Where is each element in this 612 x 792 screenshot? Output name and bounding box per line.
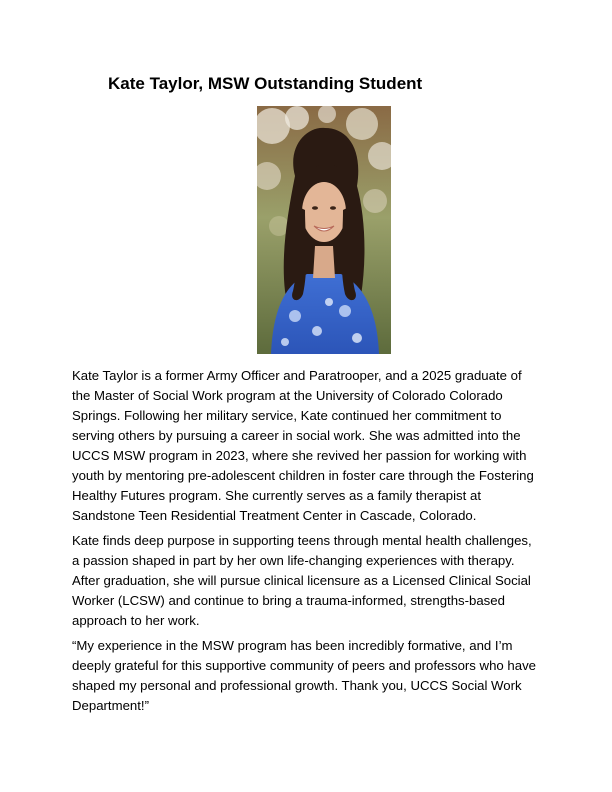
paragraph-biography: Kate Taylor is a former Army Officer and Paratrooper, and a 2025 graduate of the Master of Social Work program at the University of Colorado Colorado Springs. Following her military service, Kate continued her commitment to serving others by pursuing a career in social work. She was admitted into the UCCS MSW program in 2023, where she revived her passion for working with youth by mentoring pre-adolescent children in foster care through the Fostering Healthy Futures program. She currently serves as a family therapist at Sandstone Teen Residential Treatment Center in Cascade, Colorado. — [72, 368, 534, 523]
body-text — [72, 366, 542, 721]
portrait-photo — [257, 106, 391, 354]
paragraph-quote: “My experience in the MSW program has been incredibly formative, and I’m deeply grateful for this supportive community of peers and professors who have shaped my personal and professional growth. Thank you, UCCS Social Work Department!” — [72, 638, 537, 713]
page-title: Kate Taylor, MSW Outstanding Student — [108, 74, 423, 93]
paragraph-purpose: Kate finds deep purpose in supporting teens through mental health challenges, a passion shaped in part by her own life-changing experiences with therapy. After graduation, she will pursue clinical licensure as a Licensed Clinical Social Worker (LCSW) and continue to bring a trauma-informed, strengths-based approach to her work. — [72, 533, 532, 628]
